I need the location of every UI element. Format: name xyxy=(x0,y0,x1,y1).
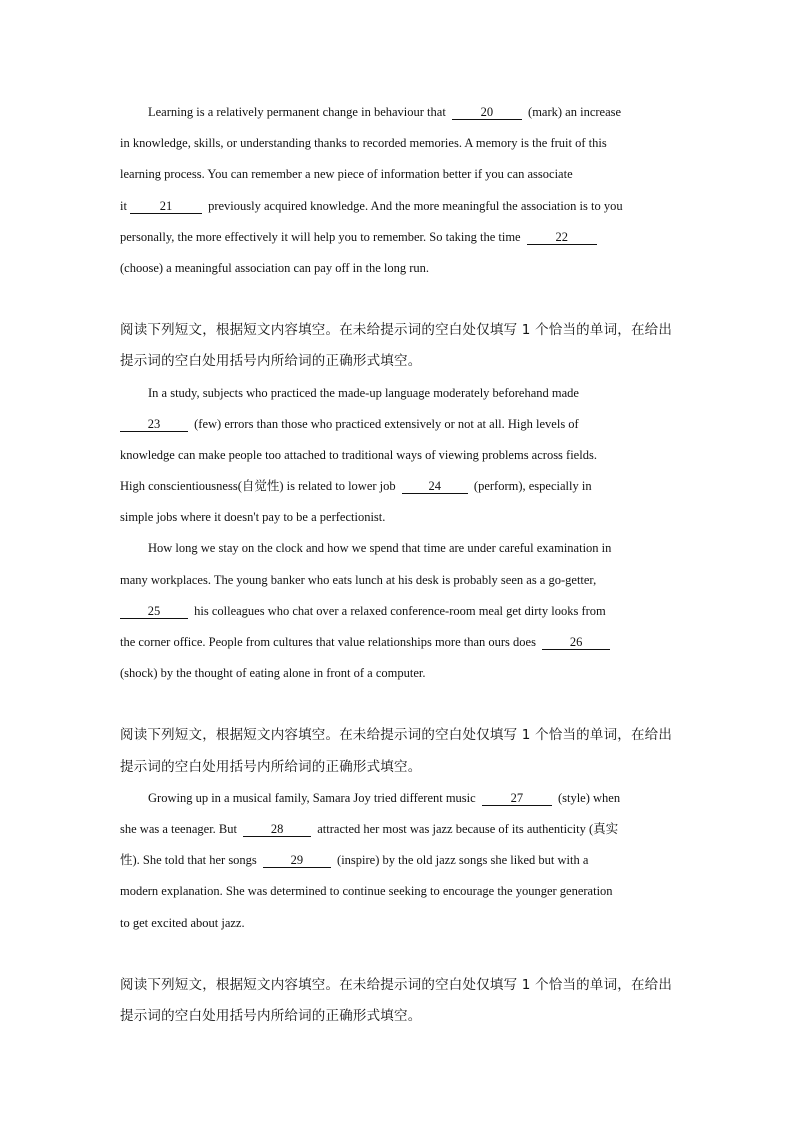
text-line: simple jobs where it doesn't pay to be a perfectionist. xyxy=(120,510,386,525)
instruction-line: 阅读下列短文，根据短文内容填空。在未给提示词的空白处仅填写 1 个恰当的单词，在给出 xyxy=(120,976,673,993)
instructions-1 xyxy=(120,315,680,377)
text-line: the corner office. People from cultures that value relationships more than ours does 26 xyxy=(120,627,680,658)
text-line: to get excited about jazz. xyxy=(120,915,245,930)
blank-21[interactable]: 21 xyxy=(130,199,202,214)
instruction-line: 阅读下列短文，根据短文内容填空。在未给提示词的空白处仅填写 1 个恰当的单词，在给出 xyxy=(120,322,673,339)
text-line: High conscientiousness(自觉性) is related to lower job 24 (perform), especially in xyxy=(120,479,592,494)
blank-23[interactable]: 23 xyxy=(120,417,188,432)
text-line: knowledge can make people too attached to traditional ways of viewing problems across fields. xyxy=(120,447,597,462)
text-line: learning process. You can remember a new piece of information better if you can associate xyxy=(120,167,573,182)
blank-28[interactable]: 28 xyxy=(243,822,311,837)
text-line: modern explanation. She was determined to continue seeking to encourage the younger generation xyxy=(120,884,613,899)
text-line: In a study, subjects who practiced the made-up language moderately beforehand made xyxy=(148,385,579,400)
text-line: in knowledge, skills, or understanding thanks to recorded memories. A memory is the fruit of this xyxy=(120,136,607,151)
instructions-2 xyxy=(120,720,680,782)
text-line: many workplaces. The young banker who eats lunch at his desk is probably seen as a go-getter, xyxy=(120,572,597,587)
blank-25[interactable]: 25 xyxy=(120,604,188,619)
text-line: it 21 previously acquired knowledge. And the more meaningful the association is to you xyxy=(120,198,623,213)
blank-26[interactable]: 26 xyxy=(542,635,610,650)
instruction-line: 提示词的空白处用括号内所给词的正确形式填空。 xyxy=(120,1007,422,1024)
text-line: (choose) a meaningful association can pay off in the long run. xyxy=(120,260,430,275)
text-line: 25 his colleagues who chat over a relaxed conference-room meal get dirty looks from xyxy=(120,596,680,627)
blank-29[interactable]: 29 xyxy=(263,853,331,868)
text-line: personally, the more effectively it will help you to remember. So taking the time 22 xyxy=(120,222,680,253)
instructions-3 xyxy=(120,970,680,1032)
blank-24[interactable]: 24 xyxy=(402,479,468,494)
passage-3 xyxy=(120,783,680,939)
text-line: 性). She told that her songs 29 (inspire) by the old jazz songs she liked but with a xyxy=(120,853,589,868)
instruction-line: 提示词的空白处用括号内所给词的正确形式填空。 xyxy=(120,353,422,370)
passage-1 xyxy=(120,97,680,284)
blank-20[interactable]: 20 xyxy=(452,105,522,120)
instruction-line: 阅读下列短文，根据短文内容填空。在未给提示词的空白处仅填写 1 个恰当的单词，在给出 xyxy=(120,727,673,744)
text-line: 23 (few) errors than those who practiced extensively or not at all. High levels of xyxy=(120,409,680,440)
text-line: she was a teenager. But 28 attracted her most was jazz because of its authenticity (真实 xyxy=(120,821,619,836)
text-line: How long we stay on the clock and how we spend that time are under careful examination in xyxy=(148,541,612,556)
text-line: Learning is a relatively permanent change in behaviour that 20 (mark) an increase xyxy=(148,105,622,119)
document-page xyxy=(120,97,680,1032)
text-line: Growing up in a musical family, Samara Joy tried different music 27 (style) when xyxy=(148,790,621,805)
blank-27[interactable]: 27 xyxy=(482,791,552,806)
blank-22[interactable]: 22 xyxy=(527,230,597,245)
passage-2 xyxy=(120,378,680,690)
instruction-line: 提示词的空白处用括号内所给词的正确形式填空。 xyxy=(120,758,422,775)
text-line: (shock) by the thought of eating alone in front of a computer. xyxy=(120,666,426,681)
